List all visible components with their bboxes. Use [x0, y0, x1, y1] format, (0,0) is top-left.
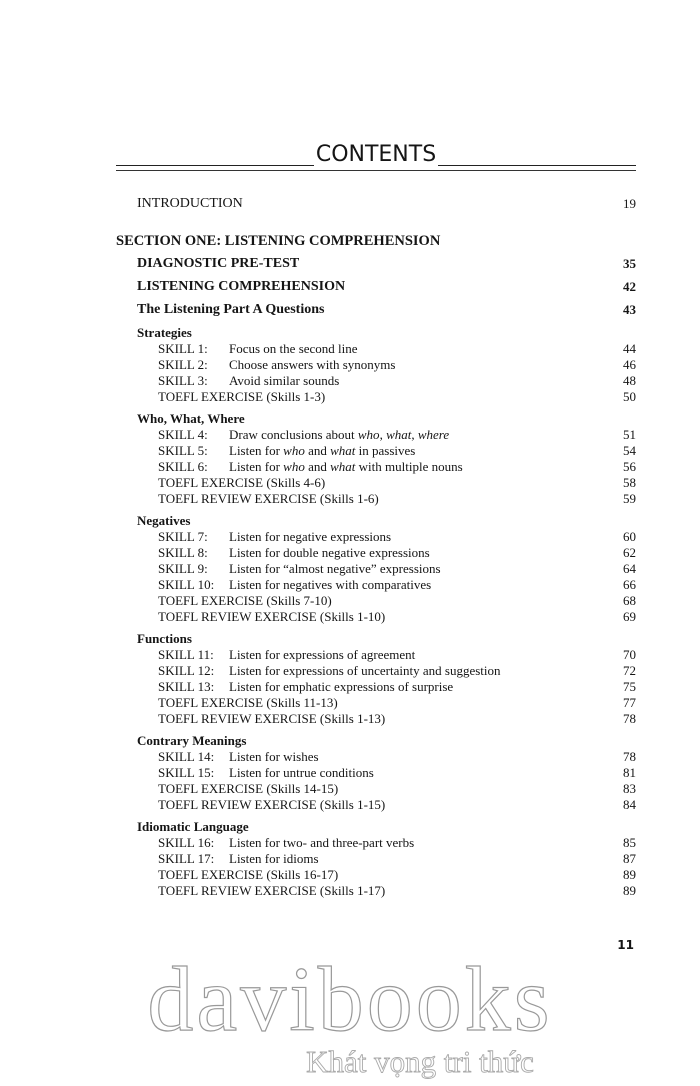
toc-exercise-entry	[116, 389, 636, 405]
skill-number: SKILL 16:	[158, 835, 215, 850]
entry-title: Strategies	[137, 325, 192, 340]
toc-section-entry	[116, 232, 636, 250]
entry-title: Listen for emphatic expressions of surprise	[229, 679, 454, 694]
entry-title: Listen for untrue conditions	[229, 765, 374, 780]
page-reference: 84	[623, 797, 636, 812]
entry-title: Who, What, Where	[137, 411, 245, 426]
entry-title: Focus on the second line	[229, 341, 358, 356]
contents-header	[116, 140, 636, 174]
toc-skill-entry	[116, 443, 636, 459]
page-reference: 78	[623, 711, 636, 726]
toc-skill-entry	[116, 835, 636, 851]
toc-group-entry	[116, 513, 636, 529]
toc-exercise-entry	[116, 491, 636, 507]
page-reference: 69	[623, 609, 636, 624]
toc-skill-entry	[116, 373, 636, 389]
entry-title: TOEFL EXERCISE (Skills 11-13)	[158, 695, 338, 710]
page-reference: 85	[623, 835, 636, 850]
entry-title: Listen for negatives with comparatives	[229, 577, 432, 592]
svg-text:Khát vọng tri thức: Khát vọng tri thức	[306, 1044, 534, 1079]
toc-major-entry	[116, 255, 636, 273]
skill-number: SKILL 5:	[158, 443, 208, 458]
entry-title: TOEFL EXERCISE (Skills 14-15)	[158, 781, 339, 796]
toc-skill-entry	[116, 341, 636, 357]
entry-title: TOEFL REVIEW EXERCISE (Skills 1-17)	[158, 883, 386, 898]
page-reference: 70	[623, 647, 636, 662]
entry-title: INTRODUCTION	[137, 196, 243, 211]
page-number: 11	[617, 938, 634, 952]
page-reference: 78	[623, 749, 636, 764]
skill-number: SKILL 11:	[158, 647, 214, 662]
page-reference: 89	[623, 883, 636, 898]
entry-title: Negatives	[137, 513, 191, 528]
skill-number: SKILL 7:	[158, 529, 208, 544]
page-reference: 56	[623, 459, 636, 474]
entry-title: Listen for who and what with multiple nouns	[229, 459, 463, 474]
toc-group-entry	[116, 733, 636, 749]
toc-skill-entry	[116, 427, 636, 443]
page-reference: 72	[623, 663, 636, 678]
toc-exercise-entry	[116, 695, 636, 711]
skill-number: SKILL 12:	[158, 663, 215, 678]
toc-group-entry	[116, 411, 636, 427]
entry-title: DIAGNOSTIC PRE-TEST	[137, 256, 300, 271]
toc-skill-entry	[116, 851, 636, 867]
page-reference: 51	[623, 427, 636, 442]
skill-number: SKILL 2:	[158, 357, 208, 372]
page-reference: 43	[623, 302, 636, 317]
toc-skill-entry	[116, 561, 636, 577]
title-rule-double	[116, 170, 636, 171]
page-title	[116, 142, 636, 167]
page-reference: 54	[623, 443, 636, 458]
page-reference: 87	[623, 851, 636, 866]
entry-title: Choose answers with synonyms	[229, 357, 396, 372]
entry-title: Idiomatic Language	[137, 819, 249, 834]
page-reference: 62	[623, 545, 636, 560]
page-reference: 46	[623, 357, 636, 372]
skill-number: SKILL 8:	[158, 545, 208, 560]
entry-title: TOEFL EXERCISE (Skills 16-17)	[158, 867, 339, 882]
toc-skill-entry	[116, 459, 636, 475]
page-reference: 77	[623, 695, 636, 710]
skill-number: SKILL 1:	[158, 341, 208, 356]
toc-exercise-entry	[116, 781, 636, 797]
skill-number: SKILL 17:	[158, 851, 215, 866]
toc-skill-entry	[116, 357, 636, 373]
page-reference: 64	[623, 561, 636, 576]
entry-title: The Listening Part A Questions	[137, 302, 325, 317]
page-reference: 68	[623, 593, 636, 608]
page-reference: 58	[623, 475, 636, 490]
page-reference: 42	[623, 279, 636, 294]
page-reference: 75	[623, 679, 636, 694]
skill-number: SKILL 9:	[158, 561, 208, 576]
toc-skill-entry	[116, 545, 636, 561]
skill-number: SKILL 10:	[158, 577, 215, 592]
toc-skill-entry	[116, 577, 636, 593]
table-of-contents	[116, 195, 636, 899]
toc-exercise-entry	[116, 593, 636, 609]
entry-title: LISTENING COMPREHENSION	[137, 279, 346, 294]
skill-number: SKILL 14:	[158, 749, 215, 764]
entry-title: Listen for expressions of agreement	[229, 647, 416, 662]
page-reference: 83	[623, 781, 636, 796]
entry-title: TOEFL EXERCISE (Skills 4-6)	[158, 475, 326, 490]
entry-title: Contrary Meanings	[137, 733, 247, 748]
entry-title: TOEFL EXERCISE (Skills 1-3)	[158, 389, 326, 404]
toc-skill-entry	[116, 529, 636, 545]
entry-title: Listen for expressions of uncertainty and suggestion	[229, 663, 501, 678]
toc-intro-entry	[116, 195, 636, 213]
entry-title: TOEFL EXERCISE (Skills 7-10)	[158, 593, 332, 608]
page-reference: 50	[623, 389, 636, 404]
page-title-text: CONTENTS	[315, 142, 437, 167]
davibooks-watermark-logo	[140, 955, 560, 1080]
skill-number: SKILL 3:	[158, 373, 208, 388]
skill-number: SKILL 4:	[158, 427, 208, 442]
skill-number: SKILL 13:	[158, 679, 215, 694]
entry-title: TOEFL REVIEW EXERCISE (Skills 1-15)	[158, 797, 386, 812]
toc-skill-entry	[116, 647, 636, 663]
toc-exercise-entry	[116, 711, 636, 727]
entry-title: Listen for who and what in passives	[229, 443, 416, 458]
entry-title: Listen for two- and three-part verbs	[229, 835, 415, 850]
toc-major-entry	[116, 278, 636, 296]
entry-title: Listen for idioms	[229, 851, 319, 866]
entry-title: TOEFL REVIEW EXERCISE (Skills 1-6)	[158, 491, 379, 506]
entry-title: SECTION ONE: LISTENING COMPREHENSION	[116, 233, 441, 249]
toc-major-entry	[116, 301, 636, 319]
page-reference: 48	[623, 373, 636, 388]
page-reference: 89	[623, 867, 636, 882]
toc-exercise-entry	[116, 609, 636, 625]
toc-skill-entry	[116, 765, 636, 781]
entry-title: Draw conclusions about who, what, where	[229, 427, 450, 442]
page-reference: 35	[623, 256, 636, 271]
svg-text:davibooks: davibooks	[147, 955, 553, 1050]
page-reference: 44	[623, 341, 636, 356]
entry-title: Listen for double negative expressions	[229, 545, 430, 560]
toc-exercise-entry	[116, 475, 636, 491]
entry-title: TOEFL REVIEW EXERCISE (Skills 1-10)	[158, 609, 386, 624]
page-reference: 81	[623, 765, 636, 780]
toc-group-entry	[116, 819, 636, 835]
toc-skill-entry	[116, 749, 636, 765]
skill-number: SKILL 15:	[158, 765, 215, 780]
entry-title: Avoid similar sounds	[229, 373, 340, 388]
skill-number: SKILL 6:	[158, 459, 208, 474]
toc-exercise-entry	[116, 867, 636, 883]
page-reference: 59	[623, 491, 636, 506]
entry-title: TOEFL REVIEW EXERCISE (Skills 1-13)	[158, 711, 386, 726]
entry-title: Listen for wishes	[229, 749, 319, 764]
toc-skill-entry	[116, 679, 636, 695]
entry-title: Functions	[137, 631, 192, 646]
page-reference: 66	[623, 577, 636, 592]
entry-title: Listen for negative expressions	[229, 529, 392, 544]
toc-group-entry	[116, 631, 636, 647]
toc-exercise-entry	[116, 883, 636, 899]
toc-skill-entry	[116, 663, 636, 679]
entry-title: Listen for “almost negative” expressions	[229, 561, 441, 576]
toc-group-entry	[116, 325, 636, 341]
page-reference: 60	[623, 529, 636, 544]
toc-exercise-entry	[116, 797, 636, 813]
page-reference: 19	[623, 196, 636, 211]
